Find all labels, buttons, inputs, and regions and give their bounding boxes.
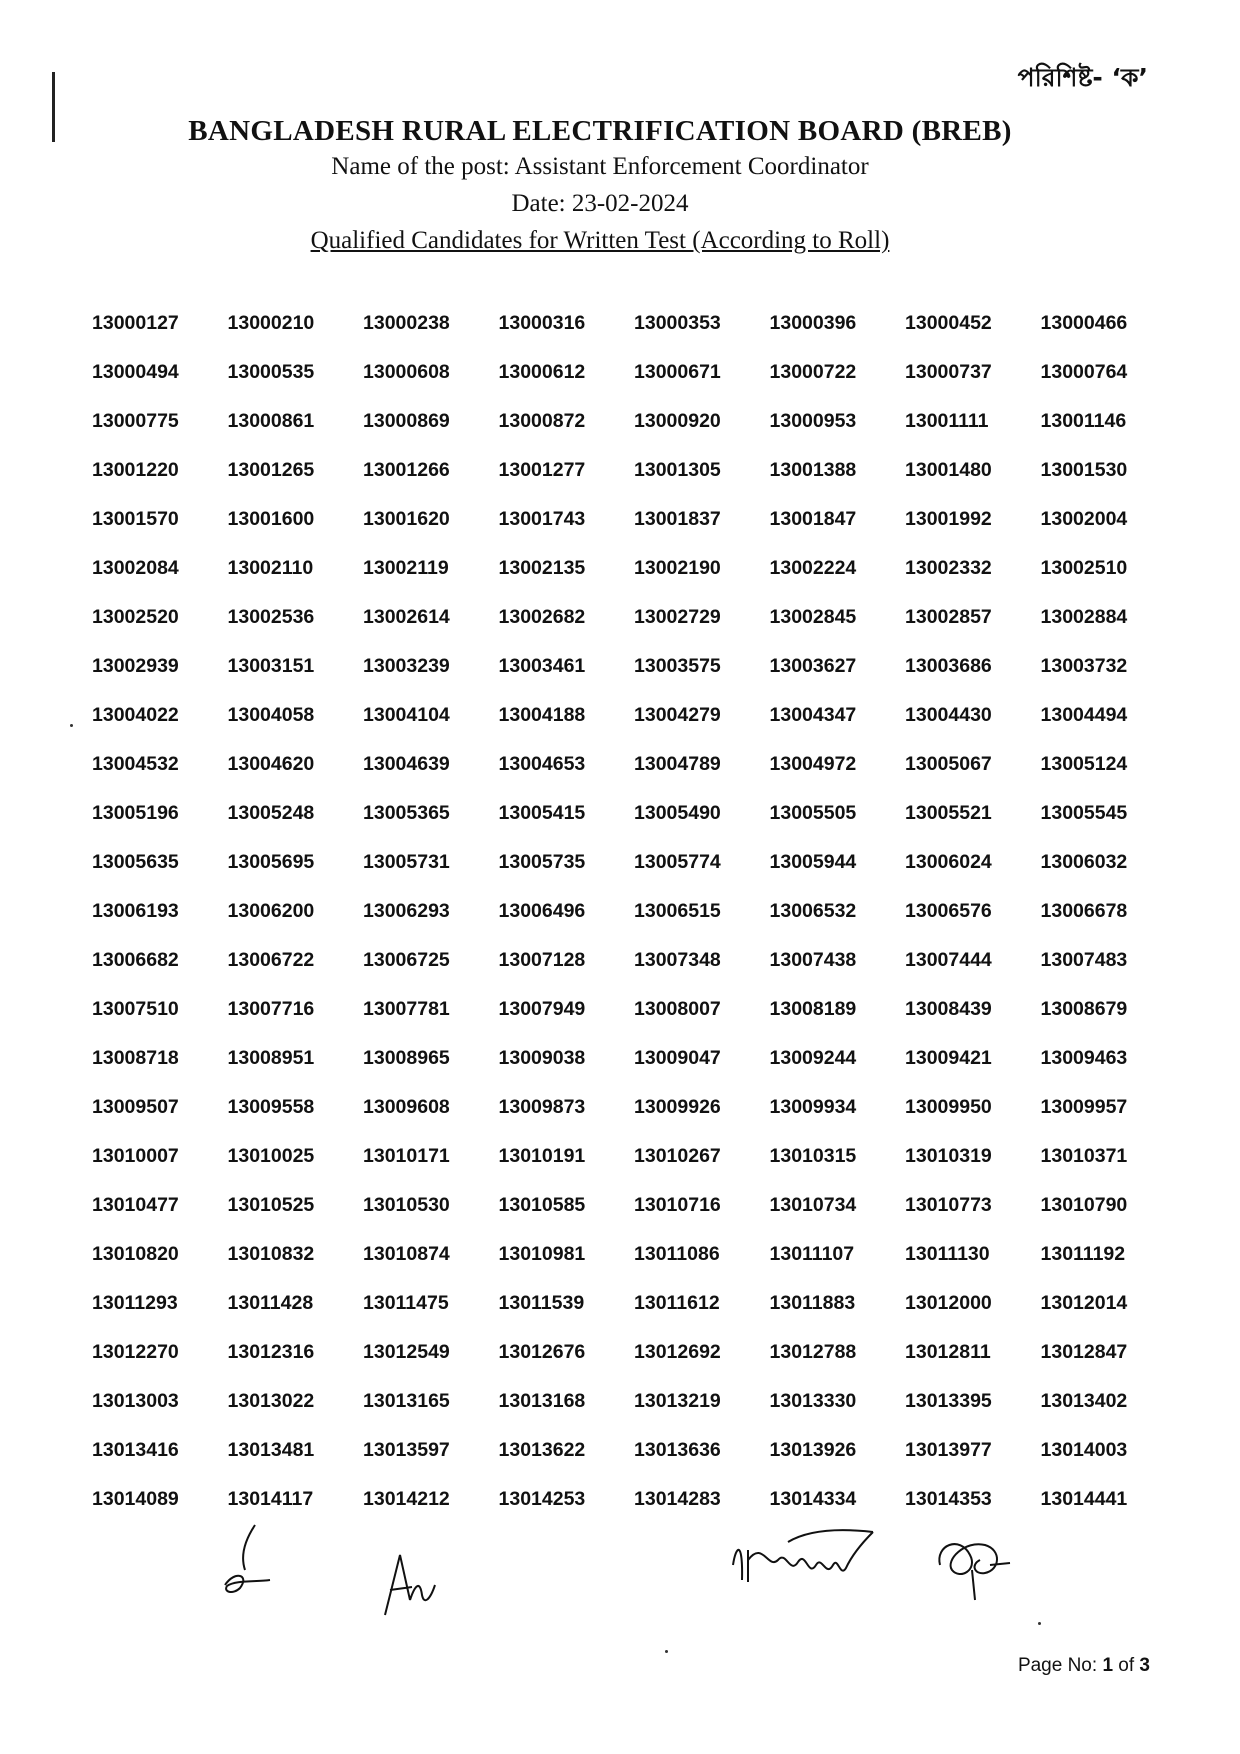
roll-number: 13009038 xyxy=(498,1047,586,1069)
roll-number: 13002857 xyxy=(905,606,992,628)
roll-number: 13003239 xyxy=(363,655,450,677)
document-date: Date: 23-02-2024 xyxy=(511,190,689,217)
roll-number: 13004494 xyxy=(1040,704,1128,726)
roll-number: 13013022 xyxy=(227,1390,315,1412)
roll-number: 13007510 xyxy=(92,998,179,1020)
roll-number: 13000612 xyxy=(498,361,586,383)
roll-number: 13001146 xyxy=(1040,410,1127,432)
document-header xyxy=(0,115,1160,259)
roll-number: 13011539 xyxy=(498,1292,585,1314)
roll-number: 13005196 xyxy=(92,802,179,824)
roll-number: 13004653 xyxy=(498,753,586,775)
roll-number: 13011086 xyxy=(634,1243,720,1265)
roll-number: 13001265 xyxy=(227,459,315,481)
roll-number: 13000494 xyxy=(92,361,179,383)
roll-number: 13008189 xyxy=(769,998,857,1020)
annex-label: পরিশিষ্ট- ‘ক’ xyxy=(1017,63,1148,92)
page-separator: of xyxy=(1113,1655,1140,1676)
roll-number: 13001530 xyxy=(1040,459,1128,481)
roll-number: 13009873 xyxy=(498,1096,586,1118)
roll-number: 13000238 xyxy=(363,312,450,334)
roll-number: 13006576 xyxy=(905,900,992,922)
roll-number: 13000452 xyxy=(905,312,992,334)
roll-number: 13003627 xyxy=(769,655,857,677)
roll-number: 13002110 xyxy=(227,557,314,579)
roll-number: 13010525 xyxy=(227,1194,315,1216)
roll-number: 13013395 xyxy=(905,1390,992,1412)
roll-number: 13014117 xyxy=(227,1488,314,1510)
roll-number: 13007128 xyxy=(498,949,586,971)
roll-number: 13013219 xyxy=(634,1390,721,1412)
roll-number: 13007348 xyxy=(634,949,721,971)
page-current: 1 xyxy=(1102,1655,1114,1676)
roll-number: 13008007 xyxy=(634,998,721,1020)
roll-number: 13000396 xyxy=(769,312,857,334)
roll-number: 13012549 xyxy=(363,1341,450,1363)
roll-number: 13004620 xyxy=(227,753,315,775)
roll-number: 13007483 xyxy=(1040,949,1128,971)
roll-number: 13006024 xyxy=(905,851,992,873)
roll-number: 13000127 xyxy=(92,312,179,334)
roll-number: 13014441 xyxy=(1040,1488,1128,1510)
roll-number: 13000953 xyxy=(769,410,857,432)
roll-number: 13008679 xyxy=(1040,998,1128,1020)
roll-number: 13006682 xyxy=(92,949,179,971)
roll-number: 13005735 xyxy=(498,851,586,873)
roll-number: 13004430 xyxy=(905,704,992,726)
signature-2 xyxy=(380,1545,450,1620)
roll-number: 13006193 xyxy=(92,900,179,922)
roll-number: 13011428 xyxy=(227,1292,314,1314)
roll-number: 13013481 xyxy=(227,1439,315,1461)
roll-number: 13010790 xyxy=(1040,1194,1128,1216)
roll-number: 13000869 xyxy=(363,410,450,432)
roll-number: 13008965 xyxy=(363,1047,450,1069)
roll-number: 13003686 xyxy=(905,655,992,677)
roll-number: 13000722 xyxy=(769,361,857,383)
roll-number: 13004789 xyxy=(634,753,721,775)
roll-number-grid xyxy=(92,312,1152,1537)
roll-number: 13001570 xyxy=(92,508,179,530)
roll-number: 13013168 xyxy=(498,1390,586,1412)
roll-number: 13013330 xyxy=(769,1390,857,1412)
roll-number: 13000353 xyxy=(634,312,721,334)
roll-number: 13009244 xyxy=(769,1047,857,1069)
roll-number: 13013597 xyxy=(363,1439,450,1461)
roll-number: 13001388 xyxy=(769,459,857,481)
roll-number: 13003575 xyxy=(634,655,721,677)
roll-number: 13006032 xyxy=(1040,851,1128,873)
roll-number: 13011475 xyxy=(363,1292,449,1314)
roll-number: 13010716 xyxy=(634,1194,721,1216)
roll-number: 13014253 xyxy=(498,1488,586,1510)
roll-number: 13007949 xyxy=(498,998,586,1020)
roll-number: 13013926 xyxy=(769,1439,857,1461)
roll-number: 13004104 xyxy=(363,704,450,726)
roll-number: 13005248 xyxy=(227,802,315,824)
post-name: Name of the post: Assistant Enforcement Coordinator xyxy=(331,153,869,180)
roll-number: 13010191 xyxy=(498,1145,586,1167)
roll-number: 13010820 xyxy=(92,1243,179,1265)
roll-number: 13006532 xyxy=(769,900,857,922)
roll-number: 13005774 xyxy=(634,851,721,873)
roll-number: 13002190 xyxy=(634,557,721,579)
roll-number: 13011883 xyxy=(769,1292,856,1314)
roll-number: 13002939 xyxy=(92,655,179,677)
roll-number: 13000861 xyxy=(227,410,315,432)
roll-number: 13005490 xyxy=(634,802,721,824)
roll-number: 13012316 xyxy=(227,1341,315,1363)
roll-number: 13013402 xyxy=(1040,1390,1128,1412)
roll-number: 13013416 xyxy=(92,1439,179,1461)
roll-number: 13002004 xyxy=(1040,508,1128,530)
roll-number: 13009926 xyxy=(634,1096,721,1118)
roll-number: 13013622 xyxy=(498,1439,586,1461)
roll-number: 13014089 xyxy=(92,1488,179,1510)
roll-number: 13005944 xyxy=(769,851,857,873)
roll-number: 13001111 xyxy=(905,410,989,432)
roll-number: 13005067 xyxy=(905,753,992,775)
roll-number: 13003151 xyxy=(227,655,315,677)
signature-3 xyxy=(728,1520,878,1595)
roll-number: 13012270 xyxy=(92,1341,179,1363)
roll-number: 13000671 xyxy=(634,361,721,383)
roll-number: 13005545 xyxy=(1040,802,1128,824)
page-total: 3 xyxy=(1139,1655,1150,1676)
roll-number: 13008951 xyxy=(227,1047,315,1069)
roll-number: 13003732 xyxy=(1040,655,1128,677)
roll-number: 13002084 xyxy=(92,557,179,579)
roll-number: 13010530 xyxy=(363,1194,450,1216)
roll-number: 13001743 xyxy=(498,508,586,530)
roll-number: 13010874 xyxy=(363,1243,450,1265)
roll-number: 13007716 xyxy=(227,998,315,1020)
roll-number: 13004532 xyxy=(92,753,179,775)
roll-number: 13002135 xyxy=(498,557,586,579)
roll-number: 13006293 xyxy=(363,900,450,922)
roll-number: 13012676 xyxy=(498,1341,586,1363)
roll-number: 13009507 xyxy=(92,1096,179,1118)
roll-number: 13006678 xyxy=(1040,900,1128,922)
roll-number: 13012811 xyxy=(905,1341,991,1363)
roll-number: 13010773 xyxy=(905,1194,992,1216)
roll-number: 13012788 xyxy=(769,1341,857,1363)
scan-speck xyxy=(665,1650,668,1653)
scan-speck xyxy=(1038,1622,1041,1625)
roll-number: 13001277 xyxy=(498,459,586,481)
roll-number: 13004022 xyxy=(92,704,179,726)
roll-number: 13009950 xyxy=(905,1096,992,1118)
roll-number: 13010319 xyxy=(905,1145,992,1167)
roll-number: 13010734 xyxy=(769,1194,857,1216)
roll-number: 13010315 xyxy=(769,1145,857,1167)
roll-number: 13012014 xyxy=(1040,1292,1128,1314)
roll-number: 13006725 xyxy=(363,949,450,971)
roll-number: 13010025 xyxy=(227,1145,315,1167)
roll-number: 13005521 xyxy=(905,802,992,824)
roll-number: 13009047 xyxy=(634,1047,721,1069)
scan-speck xyxy=(70,724,73,727)
roll-number: 13005415 xyxy=(498,802,586,824)
roll-number: 13000737 xyxy=(905,361,992,383)
signature-1 xyxy=(215,1520,275,1600)
roll-number: 13014212 xyxy=(363,1488,450,1510)
roll-number: 13009934 xyxy=(769,1096,857,1118)
roll-number: 13009463 xyxy=(1040,1047,1128,1069)
roll-number: 13001837 xyxy=(634,508,721,530)
roll-number: 13007781 xyxy=(363,998,450,1020)
roll-number: 13007438 xyxy=(769,949,857,971)
signature-4 xyxy=(930,1525,1020,1605)
list-title: Qualified Candidates for Written Test (According to Roll) xyxy=(310,227,890,254)
roll-number: 13010981 xyxy=(498,1243,586,1265)
roll-number: 13006200 xyxy=(227,900,315,922)
roll-number: 13005695 xyxy=(227,851,315,873)
roll-number: 13001600 xyxy=(227,508,315,530)
roll-number: 13005635 xyxy=(92,851,179,873)
roll-number: 13004972 xyxy=(769,753,857,775)
roll-number: 13004279 xyxy=(634,704,721,726)
roll-number: 13000535 xyxy=(227,361,315,383)
roll-number: 13010267 xyxy=(634,1145,721,1167)
roll-number: 13011107 xyxy=(769,1243,855,1265)
roll-number: 13002729 xyxy=(634,606,721,628)
roll-number: 13005365 xyxy=(363,802,450,824)
roll-number: 13004347 xyxy=(769,704,857,726)
roll-number: 13005505 xyxy=(769,802,857,824)
roll-number: 13013977 xyxy=(905,1439,992,1461)
roll-number: 13001620 xyxy=(363,508,450,530)
roll-number: 13002119 xyxy=(363,557,449,579)
roll-number: 13012692 xyxy=(634,1341,721,1363)
roll-number: 13002845 xyxy=(769,606,857,628)
roll-number: 13010171 xyxy=(363,1145,450,1167)
roll-number: 13014003 xyxy=(1040,1439,1128,1461)
roll-number: 13011293 xyxy=(92,1292,178,1314)
roll-number: 13010477 xyxy=(92,1194,179,1216)
roll-number: 13002884 xyxy=(1040,606,1128,628)
roll-number: 13002510 xyxy=(1040,557,1128,579)
roll-number: 13002682 xyxy=(498,606,586,628)
roll-number: 13000210 xyxy=(227,312,315,334)
page-label: Page No: xyxy=(1017,1655,1103,1676)
roll-number: 13003461 xyxy=(498,655,586,677)
roll-number: 13000764 xyxy=(1040,361,1128,383)
roll-number: 13008718 xyxy=(92,1047,179,1069)
roll-number: 13008439 xyxy=(905,998,992,1020)
roll-number: 13013165 xyxy=(363,1390,450,1412)
roll-number: 13011130 xyxy=(905,1243,990,1265)
roll-number: 13001305 xyxy=(634,459,721,481)
roll-number: 13014353 xyxy=(905,1488,992,1510)
roll-number: 13001992 xyxy=(905,508,992,530)
roll-number: 13001480 xyxy=(905,459,992,481)
roll-number: 13005124 xyxy=(1040,753,1128,775)
roll-number: 13002520 xyxy=(92,606,179,628)
roll-number: 13004188 xyxy=(498,704,586,726)
roll-number: 13006515 xyxy=(634,900,721,922)
roll-number: 13006496 xyxy=(498,900,586,922)
roll-number: 13004058 xyxy=(227,704,315,726)
roll-number: 13009558 xyxy=(227,1096,315,1118)
organization-title: BANGLADESH RURAL ELECTRIFICATION BOARD (BREB) xyxy=(188,115,1012,147)
roll-number: 13010371 xyxy=(1040,1145,1128,1167)
roll-number: 13000608 xyxy=(363,361,450,383)
roll-number: 13001220 xyxy=(92,459,179,481)
roll-number: 13002224 xyxy=(769,557,857,579)
roll-number: 13009957 xyxy=(1040,1096,1128,1118)
roll-number: 13002332 xyxy=(905,557,992,579)
roll-number: 13009608 xyxy=(363,1096,450,1118)
roll-number: 13012847 xyxy=(1040,1341,1128,1363)
roll-number: 13013636 xyxy=(634,1439,721,1461)
roll-number: 13012000 xyxy=(905,1292,992,1314)
roll-number: 13013003 xyxy=(92,1390,179,1412)
roll-number: 13002614 xyxy=(363,606,450,628)
signature-block xyxy=(0,1520,1240,1630)
roll-number: 13000872 xyxy=(498,410,586,432)
roll-number: 13005731 xyxy=(363,851,450,873)
roll-number: 13007444 xyxy=(905,949,992,971)
roll-number: 13014334 xyxy=(769,1488,857,1510)
roll-number: 13010585 xyxy=(498,1194,586,1216)
roll-number: 13000775 xyxy=(92,410,179,432)
roll-number: 13000920 xyxy=(634,410,721,432)
roll-number: 13001266 xyxy=(363,459,450,481)
roll-number: 13010007 xyxy=(92,1145,179,1167)
roll-number: 13010832 xyxy=(227,1243,315,1265)
page-number xyxy=(1018,1655,1150,1677)
roll-number: 13001847 xyxy=(769,508,857,530)
roll-number: 13000316 xyxy=(498,312,586,334)
roll-number: 13002536 xyxy=(227,606,315,628)
roll-number: 13000466 xyxy=(1040,312,1128,334)
roll-number: 13011192 xyxy=(1040,1243,1126,1265)
roll-number: 13009421 xyxy=(905,1047,992,1069)
roll-number: 13014283 xyxy=(634,1488,721,1510)
roll-number: 13004639 xyxy=(363,753,450,775)
roll-number: 13006722 xyxy=(227,949,315,971)
roll-number: 13011612 xyxy=(634,1292,720,1314)
